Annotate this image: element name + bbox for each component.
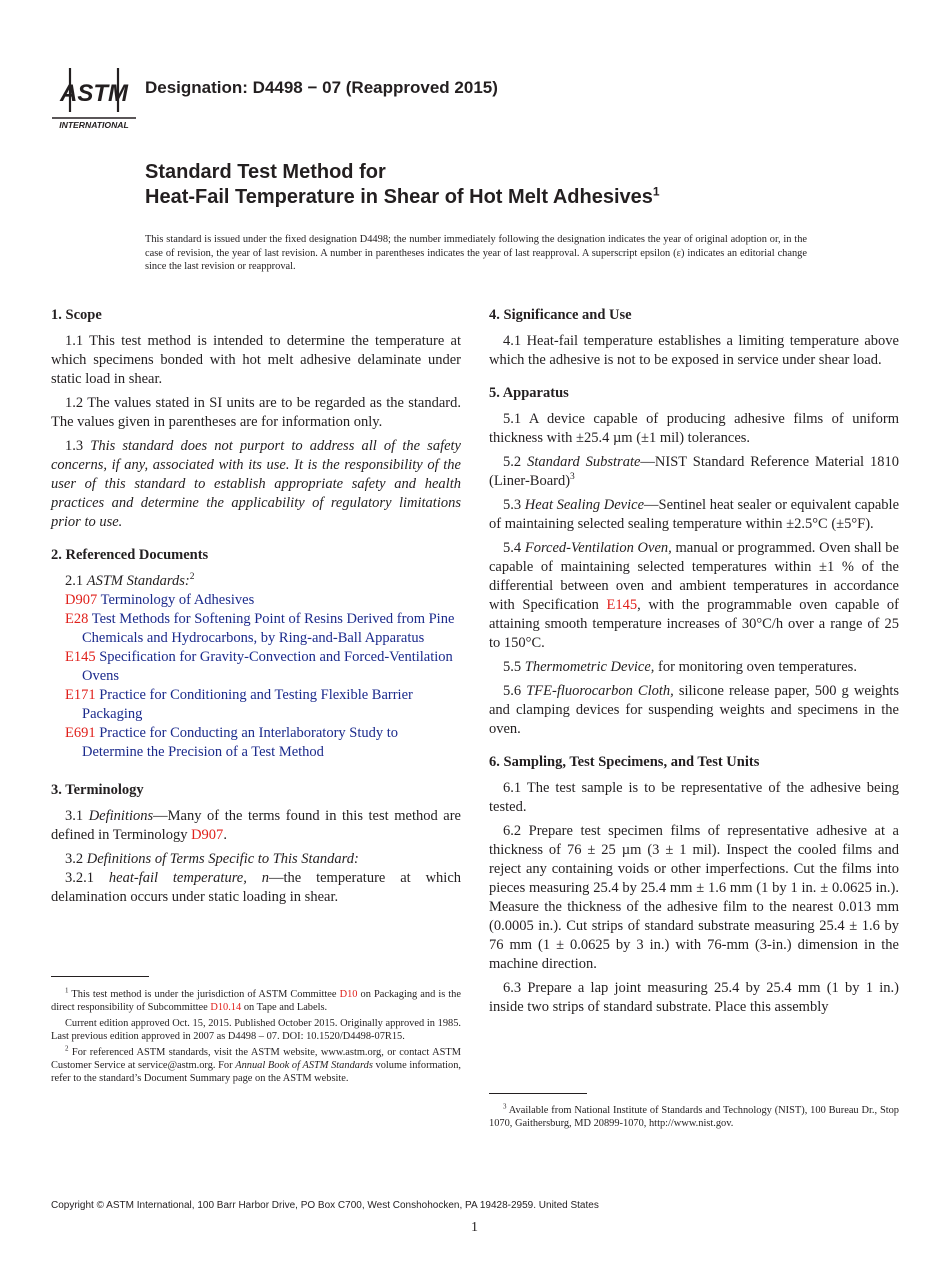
- preamble: This standard is issued under the fixed designation D4498; the number immediately following the designation indicates the year of original adoption or, in the case of revision, the year of last revision. A number in parentheses indicates the year of last reapproval. A superscript epsilon (ε) indicates an editorial change since the last revision or reapproval.: [145, 234, 807, 272]
- apparatus-5-3: 5.3 Heat Sealing Device—Sentinel heat sealer or equivalent capable of maintaining selected sealing temperature within ±2.5°C (±5°F).: [489, 497, 899, 532]
- footnote-1: $^1$ This test method is under the jurisdiction of ASTM Committee D10 on Packaging and is the direct responsibility of Subcommittee D10.14 on Tape and Labels.: [51, 986, 461, 1014]
- referenced-footnote-mark[interactable]: 2: [189, 572, 195, 583]
- scope-1-3: 1.3 This standard does not purport to address all of the safety concerns, if any, associated with its use. It is the responsibility of the user of this standard to establish appropriate safety and health practices and determine the applicability of regulatory limitations prior to use.: [51, 438, 461, 530]
- ref-e145[interactable]: E145 Specification for Gravity-Convection and Forced-Ventilation Ovens: [65, 649, 453, 684]
- referenced-intro: 2.1 ASTM Standards:$^2$: [65, 572, 195, 589]
- footnote-rule-left: [51, 976, 149, 977]
- footnote-2: $^2$ For referenced ASTM standards, visit the ASTM website, www.astm.org, or contact ASTM Customer Service at service@astm.org. For Annual Book of ASTM Standards volume information, refer to the standard’s Document Summary page on the ASTM website.: [51, 1044, 461, 1085]
- sampling-6-1: 6.1 The test sample is to be representative of the adhesive being tested.: [489, 780, 899, 815]
- logo-text: ASTM: [60, 80, 128, 107]
- page-number: 1: [471, 1220, 478, 1235]
- footnote-3: $^3$ Available from National Institute of Standards and Technology (NIST), 100 Bureau Dr., Stop 1070, Gaithersburg, MD 20899-1070, http://www.nist.gov.: [489, 1102, 899, 1130]
- link-d10-14[interactable]: D10.14: [210, 1002, 242, 1014]
- footnotes-left: [51, 988, 461, 1088]
- copyright: Copyright © ASTM International, 100 Barr Harbor Drive, PO Box C700, West Conshohocken, PA 19428-2959. United States: [51, 1200, 599, 1211]
- apparatus-5-4: 5.4 Forced-Ventilation Oven, manual or programmed. Oven shall be capable of maintaining selected temperatures within ±1 % of the differential between oven and ambient temperatures in accordance with Specification E145, with the programmable oven capable of attaining smooth temperature increases of 30°C/h over a range of 25 to 150°C.: [489, 540, 899, 651]
- title-line-2: Heat-Fail Temperature in Shear of Hot Melt Adhesives$^1$: [145, 184, 660, 208]
- terminology-3-2-1: 3.2.1 heat-fail temperature, n—the temperature at which delamination occurs under static loading in shear.: [51, 870, 461, 905]
- terminology-3-2: 3.2 Definitions of Terms Specific to This Standard:: [65, 851, 359, 867]
- link-d907[interactable]: D907: [191, 827, 224, 843]
- apparatus-5-2: 5.2 Standard Substrate—NIST Standard Reference Material 1810 (Liner-Board)$^3$: [489, 454, 899, 489]
- ref-e28[interactable]: E28 Test Methods for Softening Point of Resins Derived from Pine Chemicals and Hydrocarbons, by Ring-and-Ball Apparatus: [65, 611, 455, 646]
- title-footnote-mark[interactable]: 1: [652, 184, 660, 199]
- terminology-heading: 3. Terminology: [51, 782, 144, 798]
- terminology-3-1: 3.1 Definitions—Many of the terms found in this test method are defined in Terminology D907.: [51, 808, 461, 843]
- astm-logo: [52, 60, 136, 132]
- link-d10[interactable]: D10: [339, 989, 358, 1000]
- referenced-documents-heading: 2. Referenced Documents: [51, 547, 209, 563]
- apparatus-heading: 5. Apparatus: [489, 385, 569, 401]
- right-column: [489, 306, 899, 1022]
- designation: Designation: D4498 − 07 (Reapproved 2015): [145, 78, 498, 97]
- left-column: [51, 306, 461, 912]
- footnote-rule-right: [489, 1093, 587, 1094]
- scope-1-1: 1.1 This test method is intended to determine the temperature at which specimens bonded with hot melt adhesive delaminate under static load in shear.: [51, 333, 461, 387]
- ref-e171[interactable]: E171 Practice for Conditioning and Testing Flexible Barrier Packaging: [65, 687, 413, 722]
- apparatus-5-5: 5.5 Thermometric Device, for monitoring oven temperatures.: [503, 659, 857, 675]
- title-line-1: Standard Test Method for: [145, 161, 386, 183]
- link-e145[interactable]: E145: [606, 597, 638, 613]
- page-title: [145, 160, 660, 210]
- scope-heading: 1. Scope: [51, 307, 102, 323]
- sampling-heading: 6. Sampling, Test Specimens, and Test Units: [489, 754, 760, 770]
- apparatus-5-6: 5.6 TFE-fluorocarbon Cloth, silicone release paper, 500 g weights and clamping devices for suspending weights and specimens in the oven.: [489, 683, 900, 737]
- scope-1-2: 1.2 The values stated in SI units are to be regarded as the standard. The values given in parentheses are for information only.: [51, 395, 461, 430]
- apparatus-5-1: 5.1 A device capable of producing adhesive films of uniform thickness with ±25.4 µm (±1 mil) tolerances.: [489, 411, 899, 446]
- significance-heading: 4. Significance and Use: [489, 307, 632, 323]
- sampling-6-3: 6.3 Prepare a lap joint measuring 25.4 by 25.4 mm (1 by 1 in.) inside two strips of standard substrate. Place this assembly: [489, 980, 899, 1015]
- logo-subtext: INTERNATIONAL: [59, 120, 129, 130]
- sampling-6-2: 6.2 Prepare test specimen films of representative adhesive at a thickness of 76 ± 25 µm (3 ± 1 mil). Inspect the cooled films and reject any containing voids or other imperfections. Cut the films into pieces measuring 25.4 by 25.4 mm ± 1.6 mm (1 by 1 in. ± 0.0625 in.). Measure the thickness of the adhesive film to the nearest 0.013 mm (0.0005 in.). Cut strips of standard substrate measuring 25.4 ± 1.6 by 76 mm (1 ± 0.0625 by 3 in.) with 76-mm (3-in.) dimension in the machine direction.: [489, 823, 899, 972]
- footnote-1-edition: Current edition approved Oct. 15, 2015. Published October 2015. Originally approved in 1985. Last previous edition approved in 2007 as D4498 – 07. DOI: 10.1520/D4498-07R15.: [51, 1017, 461, 1043]
- significance-4-1: 4.1 Heat-fail temperature establishes a limiting temperature above which the adhesive is not to be exposed in service under shear load.: [489, 333, 899, 368]
- ref-d907[interactable]: D907 Terminology of Adhesives: [65, 592, 255, 608]
- ref-e691[interactable]: E691 Practice for Conducting an Interlaboratory Study to Determine the Precision of a Test Method: [65, 725, 399, 760]
- apparatus-footnote-mark[interactable]: 3: [570, 472, 575, 483]
